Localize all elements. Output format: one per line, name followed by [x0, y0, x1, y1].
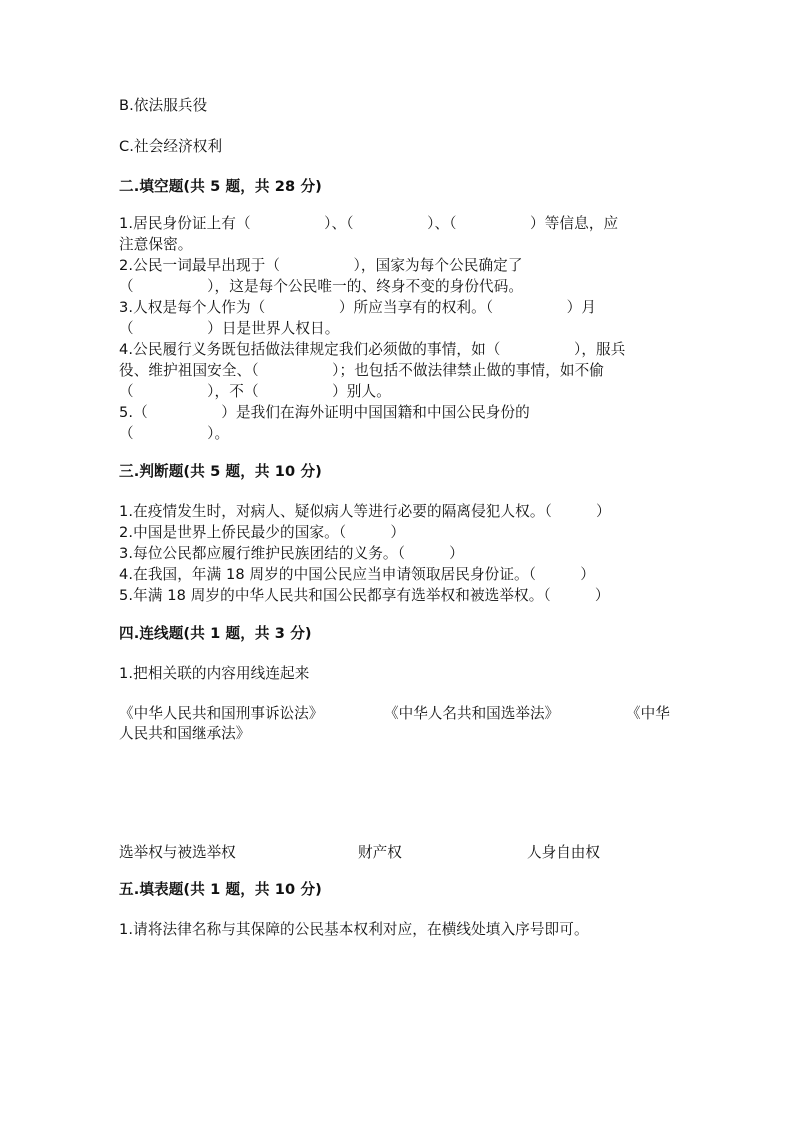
fill-q5-line2: （ ）。: [119, 425, 230, 442]
law-inheritance-part2: 人民共和国继承法》: [119, 725, 251, 742]
option-b: B.依法服兵役: [119, 97, 208, 114]
fill-q1-line2: 注意保密。: [119, 236, 193, 253]
fill-q5-line1: 5.（ ）是我们在海外证明中国国籍和中国公民身份的: [119, 404, 530, 421]
judge-item-4: 4.在我国，年满 18 周岁的中国公民应当申请领取居民身份证。（ ）: [119, 566, 595, 583]
judge-item-5: 5.年满 18 周岁的中华人民共和国公民都享有选举权和被选举权。（ ）: [119, 587, 610, 604]
option-c: C.社会经济权利: [119, 138, 223, 155]
section-3-heading: 三.判断题(共 5 题，共 10 分): [119, 463, 322, 480]
match-question: 1.把相关联的内容用线连起来: [119, 665, 310, 682]
fill-q1-line1: 1.居民身份证上有（ ）、（ ）、（ ）等信息，应: [119, 215, 619, 232]
section-5-heading: 五.填表题(共 1 题，共 10 分): [119, 881, 322, 898]
fill-q4-line2: 役、维护祖国安全、（ ）；也包括不做法律禁止做的事情，如不偷: [119, 362, 604, 379]
right-personal-freedom: 人身自由权: [527, 844, 600, 861]
judge-item-3: 3.每位公民都应履行维护民族团结的义务。（ ）: [119, 545, 464, 562]
section-2-heading: 二.填空题(共 5 题，共 28 分): [119, 178, 322, 195]
fill-q3-line2: （ ）日是世界人权日。: [119, 320, 340, 337]
fill-q4-line3: （ ），不（ ）别人。: [119, 383, 391, 400]
judge-item-1: 1.在疫情发生时，对病人、疑似病人等进行必要的隔离侵犯人权。（ ）: [119, 503, 611, 520]
law-inheritance-part1: 《中华: [626, 705, 670, 722]
fill-q2-line2: （ ），这是每个公民唯一的、终身不变的身份代码。: [119, 278, 524, 295]
section-4-heading: 四.连线题(共 1 题，共 3 分): [119, 625, 312, 642]
table-question: 1.请将法律名称与其保障的公民基本权利对应，在横线处填入序号即可。: [119, 921, 589, 938]
right-property: 财产权: [358, 844, 402, 861]
fill-q2-line1: 2.公民一词最早出现于（ ），国家为每个公民确定了: [119, 257, 523, 274]
fill-q4-line1: 4.公民履行义务既包括做法律规定我们必须做的事情，如（ ），服兵: [119, 341, 626, 358]
judge-item-2: 2.中国是世界上侨民最少的国家。（ ）: [119, 524, 406, 541]
fill-q3-line1: 3.人权是每个人作为（ ）所应当享有的权利。（ ）月: [119, 299, 597, 316]
right-voting: 选举权与被选举权: [119, 844, 236, 861]
law-election: 《中华人名共和国选举法》: [384, 705, 560, 722]
law-criminal-procedure: 《中华人民共和国刑事诉讼法》: [119, 705, 324, 722]
